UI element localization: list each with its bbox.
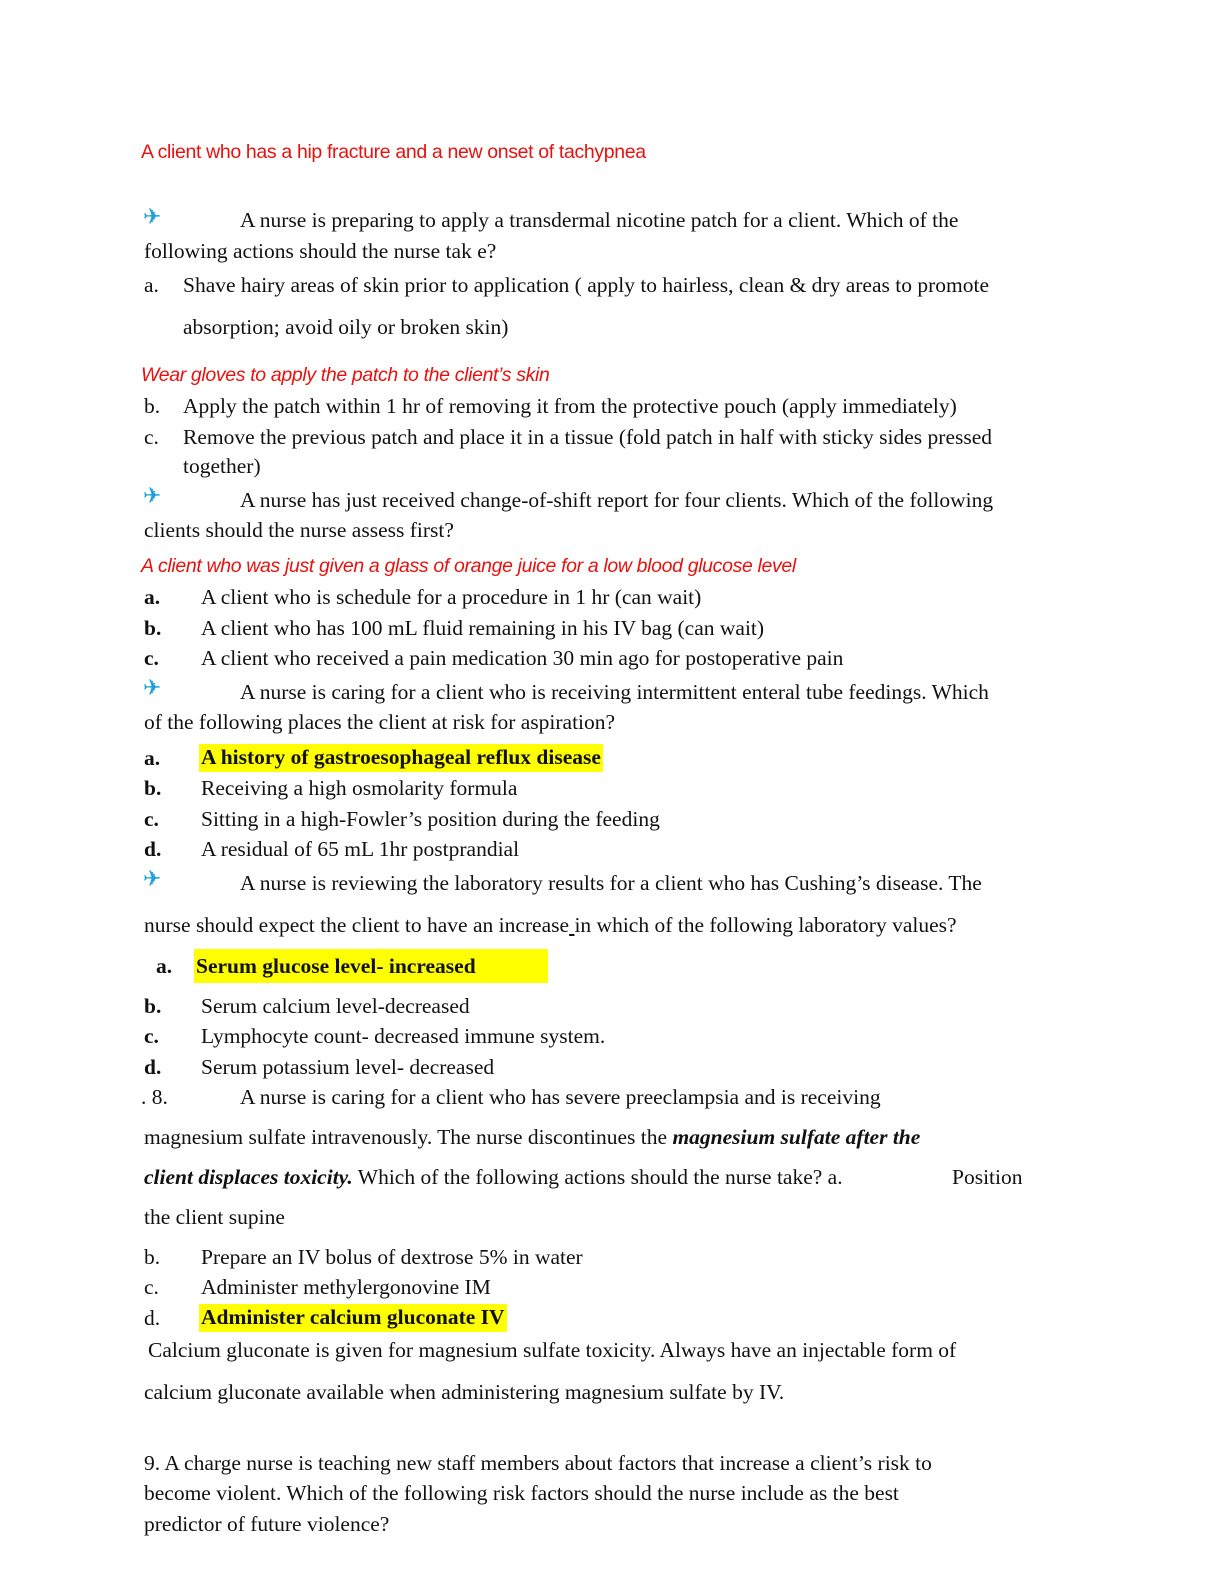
question-number: . 8. (141, 1085, 168, 1109)
option-text: A client who is schedule for a procedure in 1 hr (can wait) (201, 585, 702, 609)
question-stem: the client supine (144, 1205, 285, 1229)
option-label: a. (144, 273, 159, 297)
option-label: b. (144, 616, 162, 640)
question-stem: magnesium sulfate intravenously. The nurse discontinues the magnesium sulfate after the (144, 1125, 921, 1149)
question-stem: A nurse is reviewing the laboratory results for a client who has Cushing’s disease. The (240, 871, 982, 895)
option-label: d. (144, 1055, 162, 1079)
option-text: together) (183, 454, 261, 478)
question-stem: nurse should expect the client to have an increase in which of the following laboratory values? (144, 913, 957, 937)
option-label: b. (144, 994, 162, 1018)
option-text: A client who received a pain medication 30 min ago for postoperative pain (201, 646, 844, 670)
option-label: b. (144, 1245, 161, 1269)
question-stem: of the following places the client at risk for aspiration? (144, 710, 616, 734)
airplane-icon: ✈ (143, 676, 162, 701)
question-stem: predictor of future violence? (144, 1512, 390, 1536)
option-text: A residual of 65 mL 1hr postprandial (201, 837, 520, 861)
rationale: Calcium gluconate is given for magnesium sulfate toxicity. Always have an injectable form of (148, 1338, 957, 1362)
option-text: Sitting in a high-Fowler’s position during the feeding (201, 807, 660, 831)
option-label: c. (144, 807, 159, 831)
highlighted-answer: Serum glucose level- increased (196, 954, 476, 978)
question-stem: become violent. Which of the following risk factors should the nurse include as the best (144, 1481, 899, 1505)
option-label: c. (144, 646, 159, 670)
option-label: d. (144, 1306, 161, 1330)
airplane-icon: ✈ (143, 205, 162, 230)
highlighted-answer: Administer calcium gluconate IV (199, 1304, 507, 1332)
question-stem: 9. A charge nurse is teaching new staff members about factors that increase a client’s risk to (144, 1451, 932, 1475)
question-stem: A nurse has just received change-of-shift report for four clients. Which of the following (240, 488, 994, 512)
option-text: Lymphocyte count- decreased immune system. (201, 1024, 606, 1048)
option-text: Serum calcium level-decreased (201, 994, 470, 1018)
option-label: a. (144, 746, 161, 770)
option-label: c. (144, 1275, 159, 1299)
airplane-icon: ✈ (143, 867, 162, 892)
question-stem: clients should the nurse assess first? (144, 518, 454, 542)
option-label: c. (144, 1024, 159, 1048)
option-text: Remove the previous patch and place it in a tissue (fold patch in half with sticky sides pressed (183, 425, 993, 449)
option-label: a. (156, 954, 173, 978)
option-text: Apply the patch within 1 hr of removing it from the protective pouch (apply immediately) (183, 394, 957, 418)
option-text: Prepare an IV bolus of dextrose 5% in water (201, 1245, 583, 1269)
option-text: A client who has 100 mL fluid remaining in his IV bag (can wait) (201, 616, 765, 640)
correct-answer: Wear gloves to apply the patch to the client’s skin (141, 364, 550, 386)
option-label: b. (144, 394, 161, 418)
question-stem: A nurse is caring for a client who is receiving intermittent enteral tube feedings. Which (240, 680, 989, 704)
option-text: absorption; avoid oily or broken skin) (183, 315, 509, 339)
question-stem: client displaces toxicity. Which of the following actions should the nurse take? a. (144, 1165, 843, 1189)
option-label: a. (144, 585, 161, 609)
rationale: calcium gluconate available when administering magnesium sulfate by IV. (144, 1380, 785, 1404)
airplane-icon: ✈ (143, 484, 162, 509)
option-text: Serum potassium level- decreased (201, 1055, 495, 1079)
question-stem: A nurse is caring for a client who has severe preeclampsia and is receiving (240, 1085, 881, 1109)
question-stem: Position (952, 1165, 1023, 1189)
option-text: Shave hairy areas of skin prior to application ( apply to hairless, clean & dry areas to promote (183, 273, 989, 297)
question-stem: following actions should the nurse tak e? (144, 239, 497, 263)
answer-hip-fracture: A client who has a hip fracture and a new onset of tachypnea (141, 141, 646, 163)
option-text: Receiving a high osmolarity formula (201, 776, 518, 800)
option-label: d. (144, 837, 162, 861)
option-label: b. (144, 776, 162, 800)
correct-answer: A client who was just given a glass of orange juice for a low blood glucose level (141, 555, 796, 577)
option-text: Administer methylergonovine IM (201, 1275, 491, 1299)
highlighted-answer: A history of gastroesophageal reflux disease (199, 744, 603, 772)
option-label: c. (144, 425, 159, 449)
question-stem: A nurse is preparing to apply a transdermal nicotine patch for a client. Which of the (240, 208, 959, 232)
